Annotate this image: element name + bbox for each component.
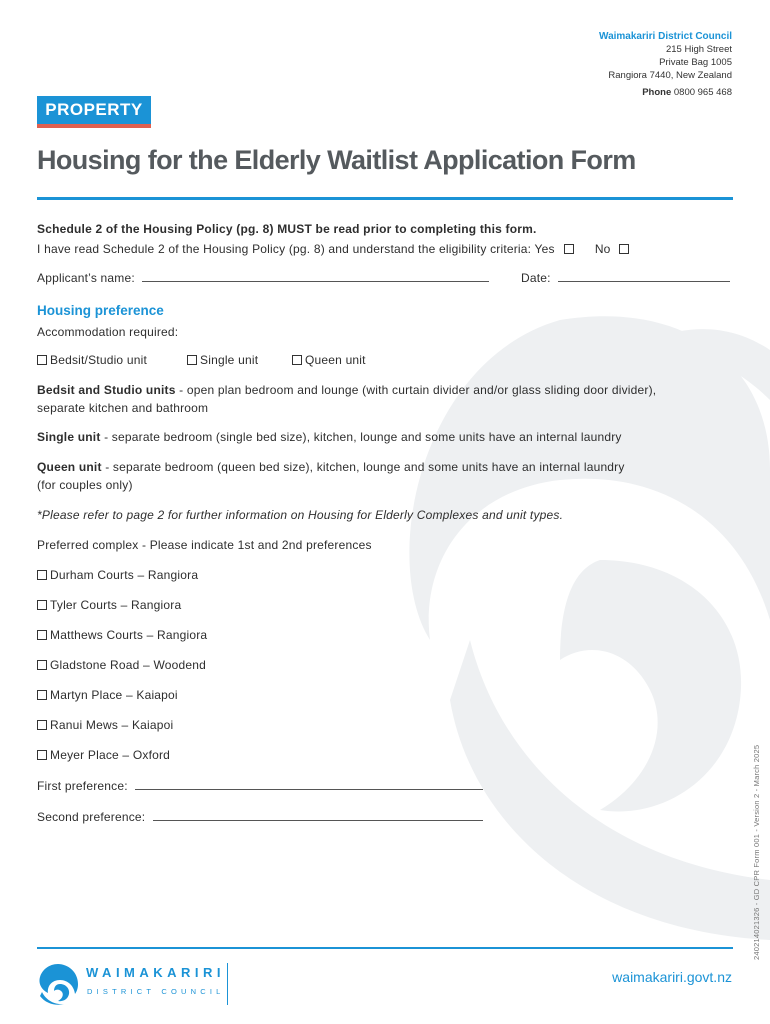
page-title: Housing for the Elderly Waitlist Application Form (37, 145, 636, 175)
description-text: (for couples only) (37, 477, 133, 492)
complex-label: Preferred complex - Please indicate 1st and 2nd preferences (37, 538, 372, 552)
complexes-note: *Please refer to page 2 for further information on Housing for Elderly Complexes and unit types. (37, 508, 564, 522)
complex-option (37, 568, 198, 582)
phone-line (599, 86, 732, 99)
first-preference-row (37, 779, 483, 793)
description-text: separate kitchen and bathroom (37, 400, 209, 415)
complex-option (37, 598, 181, 612)
complex-option-label: Tyler Courts – Rangiora (50, 598, 182, 612)
date-field[interactable] (558, 281, 730, 282)
description-term: Queen unit (37, 460, 102, 474)
complex-checkbox[interactable] (37, 570, 47, 580)
complex-checkbox[interactable] (37, 600, 47, 610)
complex-checkbox[interactable] (37, 660, 47, 670)
complex-option (37, 688, 178, 702)
property-tag: PROPERTY (37, 96, 151, 128)
second-preference-label: Second preference: (37, 810, 146, 824)
unit-option (292, 353, 366, 367)
no-checkbox[interactable] (619, 244, 629, 254)
yes-checkbox[interactable] (564, 244, 574, 254)
complex-option-label: Gladstone Road – Woodend (50, 658, 207, 672)
applicant-name-field[interactable] (142, 281, 489, 282)
unit-option (37, 353, 147, 367)
first-preference-label: First preference: (37, 779, 128, 793)
footer-divider (37, 947, 733, 949)
council-name: Waimakariri District Council (599, 31, 732, 42)
description-text: - separate bedroom (queen bed size), kitchen, lounge and some units have an internal laundry (101, 460, 625, 474)
unit-option-label: Bedsit/Studio unit (50, 353, 147, 367)
description-text: - separate bedroom (single bed size), kitchen, lounge and some units have an internal laundry (100, 430, 622, 444)
logo-wordmark: WAIMAKARIRI (86, 965, 226, 980)
complex-option (37, 658, 206, 672)
website-link[interactable]: waimakariri.govt.nz (612, 969, 732, 985)
date-row (521, 271, 730, 285)
unit-option-label: Single unit (200, 353, 259, 367)
complex-checkbox[interactable] (37, 750, 47, 760)
complex-checkbox[interactable] (37, 630, 47, 640)
complex-option-label: Martyn Place – Kaiapoi (50, 688, 178, 702)
queen-unit-checkbox[interactable] (292, 355, 302, 365)
schedule-confirm-text: I have read Schedule 2 of the Housing Policy (pg. 8) and understand the eligibility criteria: Yes (37, 242, 555, 256)
council-logo-icon (36, 962, 80, 1006)
housing-preference-heading: Housing preference (37, 303, 164, 318)
title-divider (37, 197, 733, 200)
complex-option (37, 718, 173, 732)
applicant-name-row (37, 271, 489, 285)
form-version-code: 240214021326 - GD CPR Form 001 - Version 2 - March 2025 (752, 744, 761, 960)
complex-option-label: Durham Courts – Rangiora (50, 568, 199, 582)
bedsit-checkbox[interactable] (37, 355, 47, 365)
unit-option (187, 353, 258, 367)
first-preference-field[interactable] (135, 789, 483, 790)
description-single (37, 429, 622, 447)
complex-option (37, 748, 170, 762)
accommodation-label: Accommodation required: (37, 325, 179, 339)
address-line: Private Bag 1005 (659, 57, 732, 68)
description-bedsit (37, 382, 656, 417)
phone-number: 0800 965 468 (673, 87, 732, 98)
complex-option-label: Ranui Mews – Kaiapoi (50, 718, 174, 732)
phone-label: Phone (642, 87, 672, 98)
complex-option-label: Meyer Place – Oxford (50, 748, 171, 762)
address-line: 215 High Street (665, 44, 732, 55)
applicant-name-label: Applicant’s name: (37, 271, 135, 285)
complex-option (37, 628, 207, 642)
schedule-notice: Schedule 2 of the Housing Policy (pg. 8) MUST be read prior to completing this form. (37, 222, 537, 236)
description-text: - open plan bedroom and lounge (with curtain divider and/or glass sliding door divider), (175, 383, 657, 397)
second-preference-row (37, 810, 483, 824)
council-address-block (599, 30, 732, 99)
address-line: Rangiora 7440, New Zealand (608, 70, 732, 81)
second-preference-field[interactable] (153, 820, 483, 821)
logo-subtitle: DISTRICT COUNCIL (87, 987, 225, 996)
complex-option-label: Matthews Courts – Rangiora (50, 628, 208, 642)
description-queen (37, 459, 625, 494)
single-unit-checkbox[interactable] (187, 355, 197, 365)
complex-checkbox[interactable] (37, 720, 47, 730)
unit-option-label: Queen unit (305, 353, 366, 367)
description-term: Single unit (37, 430, 101, 444)
logo-divider (227, 963, 228, 1005)
description-term: Bedsit and Studio units (37, 383, 176, 397)
date-label: Date: (521, 271, 551, 285)
no-label: No (594, 242, 611, 256)
schedule-confirm-row (37, 242, 632, 256)
complex-checkbox[interactable] (37, 690, 47, 700)
